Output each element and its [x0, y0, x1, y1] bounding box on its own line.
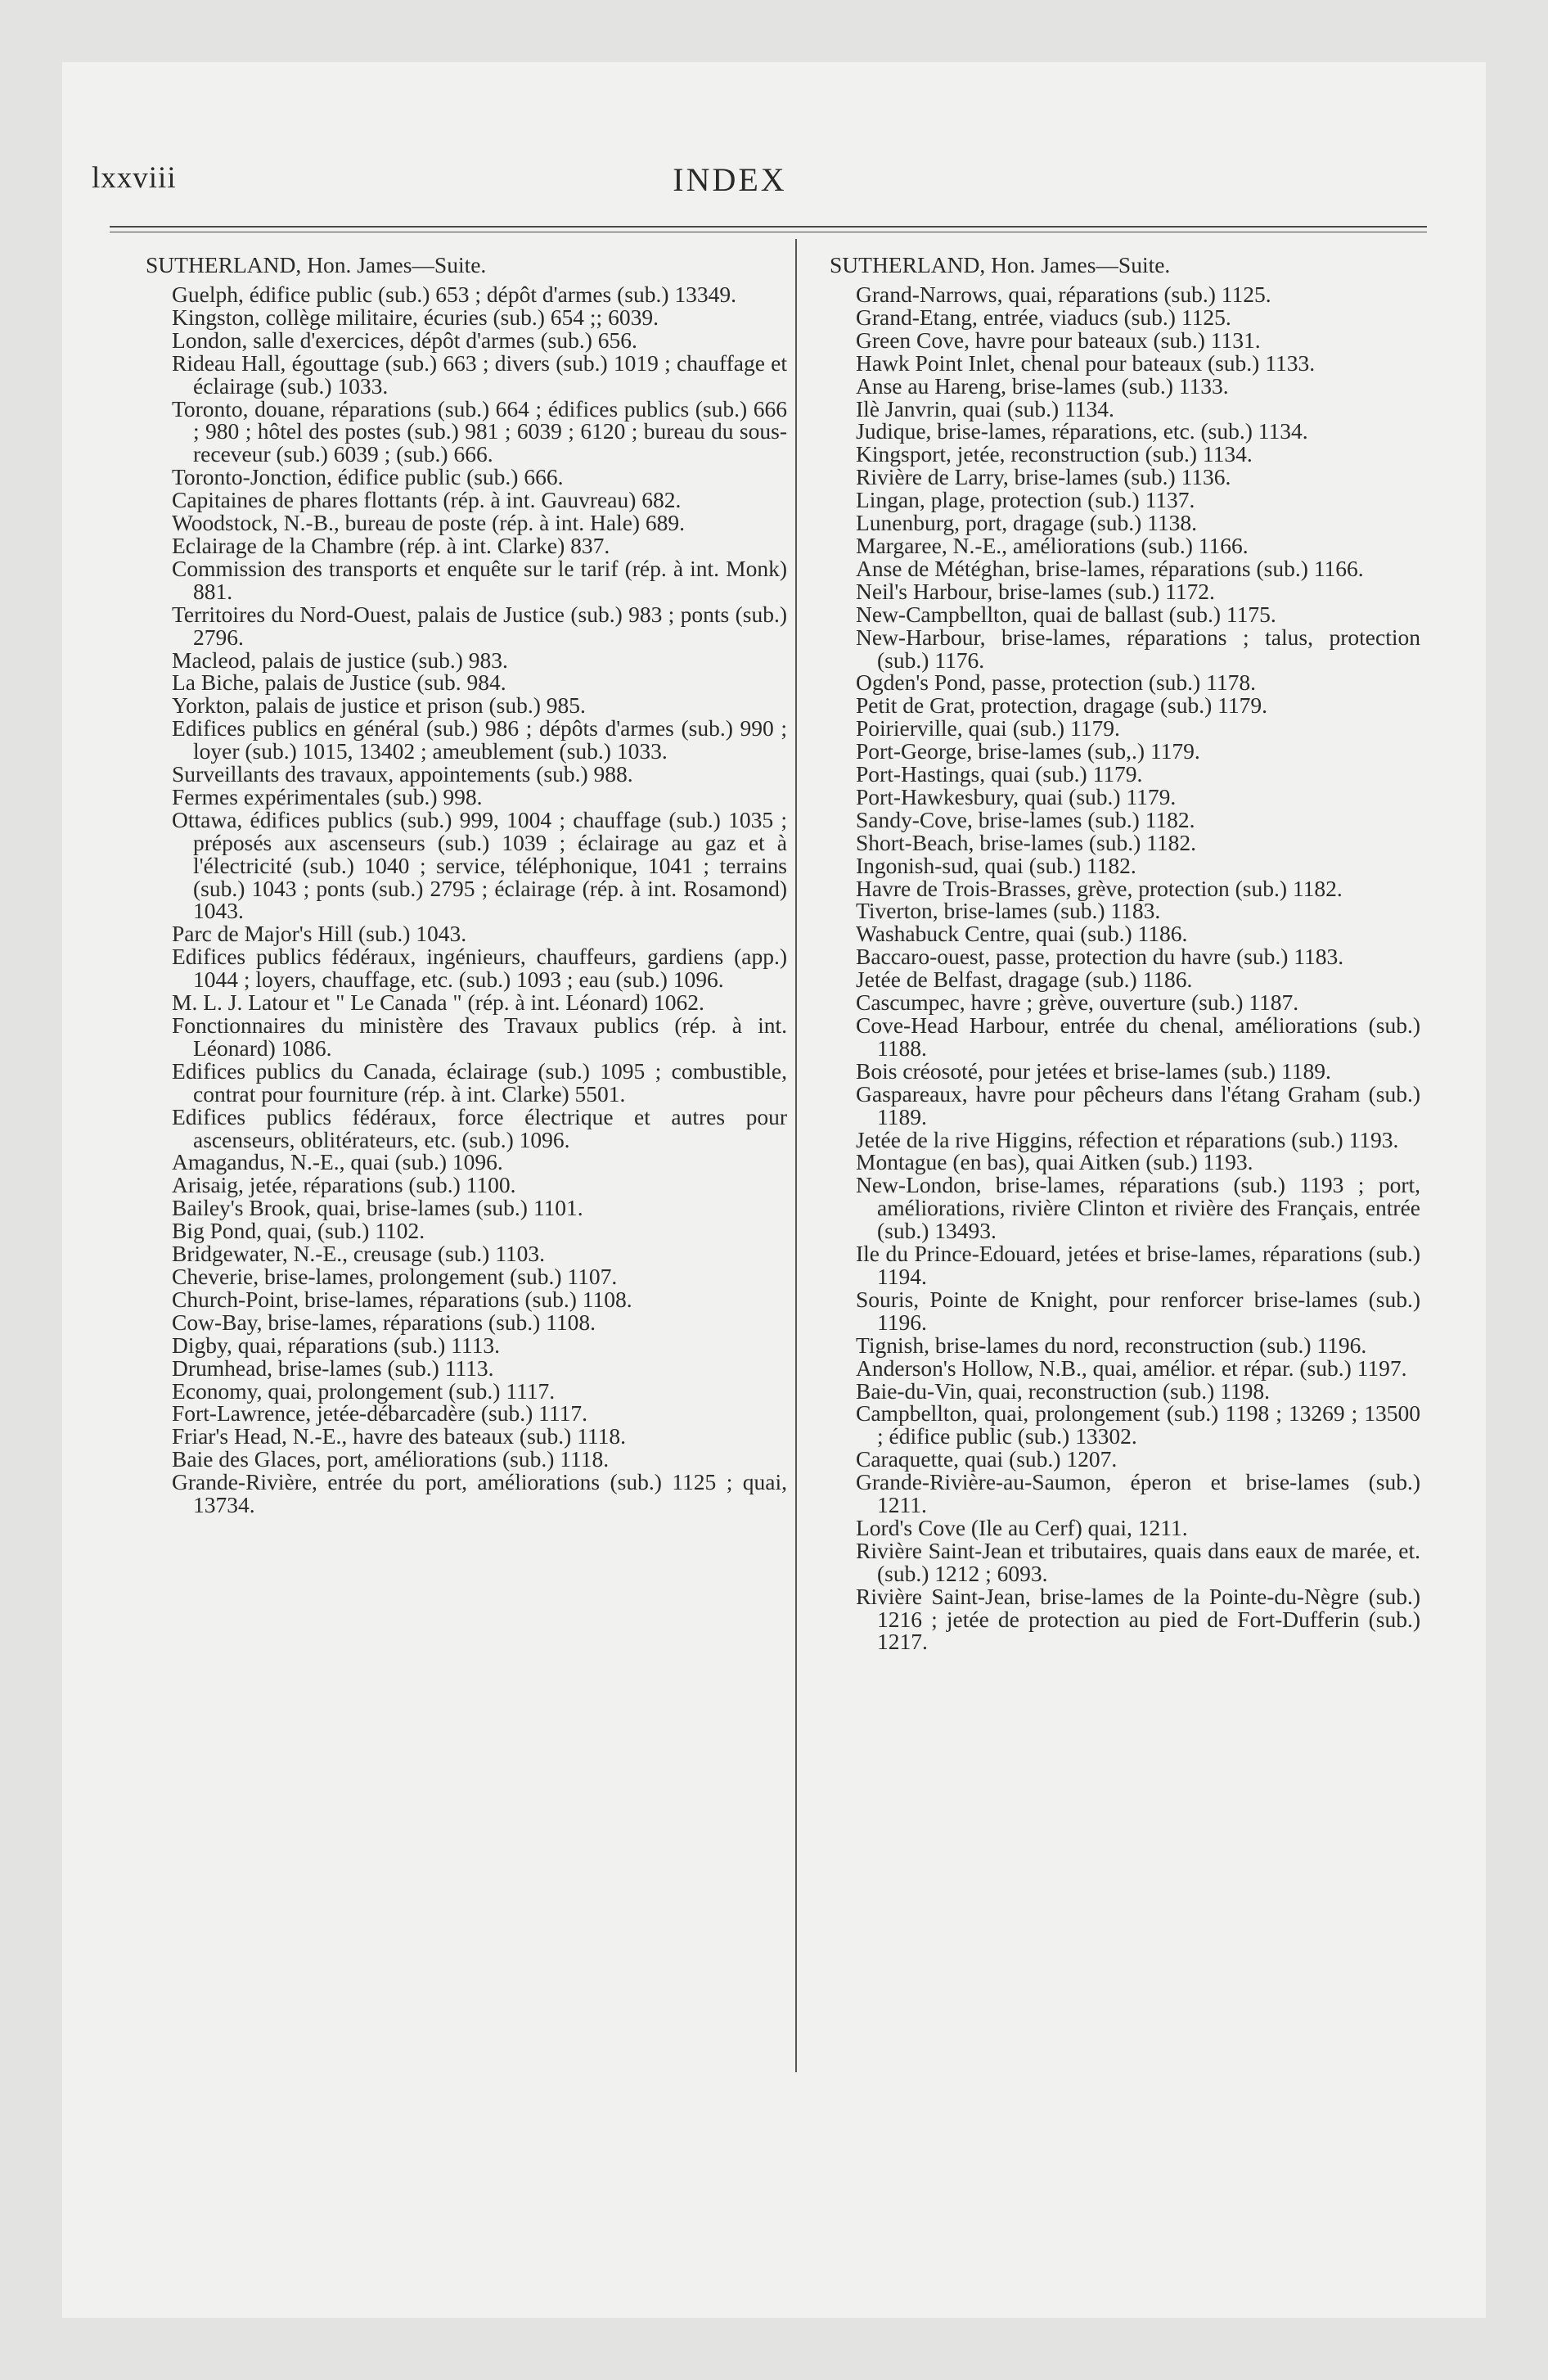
index-entry: Grand-Etang, entrée, viaducs (sub.) 1125. — [856, 304, 1231, 330]
index-entry: Caraquette, quai (sub.) 1207. — [856, 1446, 1118, 1472]
index-entry: Petit de Grat, protection, dragage (sub.) 1179. — [856, 692, 1268, 719]
index-entry: Hawk Point Inlet, chenal pour bateaux (sub.) 1133. — [856, 349, 1316, 376]
index-entry: Rivière Saint-Jean, brise-lames de la Pointe-du-Nègre (sub.) 1216 ; jetée de protection au pied de Fort-Dufferin (sub.) 1217. — [856, 1583, 1420, 1655]
index-entry: Grande-Rivière-au-Saumon, éperon et brise-lames (sub.) 1211. — [856, 1469, 1420, 1518]
header-rule — [110, 226, 1427, 228]
index-entry: Ile du Prince-Edouard, jetées et brise-lames, réparations (sub.) 1194. — [856, 1241, 1420, 1289]
index-entry: Rideau Hall, égouttage (sub.) 663 ; divers (sub.) 1019 ; chauffage et éclairage (sub.) 1033. — [172, 349, 787, 399]
index-entry: Toronto, douane, réparations (sub.) 664 ; édifices publics (sub.) 666 ; 980 ; hôtel des postes (sub.) 981 ; 6039 ; 6120 ; bureau du sous-receveur (sub.) 6039 ; (sub.) 666. — [172, 395, 787, 467]
index-entry: Surveillants des travaux, appointements (sub.) 988. — [172, 761, 633, 787]
index-entry: Yorkton, palais de justice et prison (sub.) 985. — [172, 692, 586, 719]
index-entry: Guelph, édifice public (sub.) 653 ; dépôt d'armes (sub.) 13349. — [172, 282, 737, 307]
index-entry: Port-George, brise-lames (sub,.) 1179. — [856, 738, 1200, 764]
index-entry: Church-Point, brise-lames, réparations (sub.) 1108. — [172, 1286, 632, 1312]
index-entry: Parc de Major's Hill (sub.) 1043. — [172, 921, 467, 947]
index-entry: Gaspareaux, havre pour pêcheurs dans l'étang Graham (sub.) 1189. — [856, 1080, 1420, 1129]
index-entry: Bailey's Brook, quai, brise-lames (sub.) 1101. — [172, 1195, 583, 1221]
index-entry: Economy, quai, prolongement (sub.) 1117. — [172, 1377, 556, 1404]
index-entry: Margaree, N.-E., améliorations (sub.) 1166. — [856, 532, 1249, 558]
page-header — [92, 160, 1368, 210]
index-entry: Short-Beach, brise-lames (sub.) 1182. — [856, 829, 1196, 855]
index-entry: Big Pond, quai, (sub.) 1102. — [172, 1218, 425, 1244]
index-entry: Washabuck Centre, quai (sub.) 1186. — [856, 921, 1188, 947]
index-entry: Edifices publics fédéraux, force électrique et autres pour ascenseurs, oblitérateurs, etc. (sub.) 1096. — [172, 1103, 787, 1152]
index-entry: Poirierville, quai (sub.) 1179. — [856, 715, 1120, 741]
index-entry: Port-Hastings, quai (sub.) 1179. — [856, 761, 1143, 787]
index-entry: Friar's Head, N.-E., havre des bateaux (sub.) 1118. — [172, 1423, 627, 1449]
index-entry: Bois créosoté, pour jetées et brise-lames (sub.) 1189. — [856, 1057, 1331, 1084]
column-divider — [795, 239, 797, 2072]
index-entry: Edifices publics fédéraux, ingénieurs, chauffeurs, gardiens (app.) 1044 ; loyers, chauffage, etc. (sub.) 1093 ; eau (sub.) 1096. — [172, 944, 787, 993]
index-entry: Souris, Pointe de Knight, pour renforcer brise-lames (sub.) 1196. — [856, 1286, 1420, 1335]
index-entry: Lord's Cove (Ile au Cerf) quai, 1211. — [856, 1514, 1188, 1540]
index-entry: Toronto-Jonction, édifice public (sub.) 666. — [172, 464, 564, 490]
index-entry: La Biche, palais de Justice (sub. 984. — [172, 669, 506, 696]
index-entry: Anderson's Hollow, N.B., quai, amélior. et répar. (sub.) 1197. — [856, 1355, 1407, 1381]
index-entry: Rivière de Larry, brise-lames (sub.) 1136. — [856, 464, 1231, 490]
index-entry: Havre de Trois-Brasses, grève, protection (sub.) 1182. — [856, 875, 1343, 901]
running-title: INDEX — [673, 161, 787, 198]
index-entry: Anse de Météghan, brise-lames, réparations (sub.) 1166. — [856, 555, 1364, 581]
index-entry: Cascumpec, havre ; grève, ouverture (sub.) 1187. — [856, 989, 1299, 1016]
index-entry: Lunenburg, port, dragage (sub.) 1138. — [856, 510, 1197, 536]
index-entry: Rivière Saint-Jean et tributaires, quais dans eaux de marée, et. (sub.) 1212 ; 6093. — [856, 1537, 1420, 1586]
index-entry: Baie des Glaces, port, améliorations (sub.) 1118. — [172, 1446, 610, 1472]
index-entry: Edifices publics en général (sub.) 986 ; dépôts d'armes (sub.) 990 ; loyer (sub.) 1015, 13402 ; ameublement (sub.) 1033. — [172, 715, 787, 764]
index-page — [62, 62, 1486, 2318]
index-entry: Bridgewater, N.-E., creusage (sub.) 1103. — [172, 1241, 546, 1267]
index-entry: Cow-Bay, brise-lames, réparations (sub.) 1108. — [172, 1309, 596, 1335]
index-entry: Tiverton, brise-lames (sub.) 1183. — [856, 898, 1161, 924]
index-entry: Judique, brise-lames, réparations, etc. (sub.) 1134. — [856, 418, 1308, 444]
index-entry: M. L. J. Latour et " Le Canada " (rép. à int. Léonard) 1062. — [172, 989, 704, 1016]
index-entry: Lingan, plage, protection (sub.) 1137. — [856, 487, 1195, 513]
index-entry: Jetée de la rive Higgins, réfection et réparations (sub.) 1193. — [856, 1126, 1399, 1152]
index-entry: Baccaro-ouest, passe, protection du havre (sub.) 1183. — [856, 944, 1344, 970]
index-entry: Jetée de Belfast, dragage (sub.) 1186. — [856, 967, 1193, 993]
index-entry: Cheverie, brise-lames, prolongement (sub.) 1107. — [172, 1263, 618, 1289]
index-entry: Eclairage de la Chambre (rép. à int. Clarke) 837. — [172, 532, 610, 558]
index-entry: Neil's Harbour, brise-lames (sub.) 1172. — [856, 578, 1215, 604]
index-entry: Ilè Janvrin, quai (sub.) 1134. — [856, 395, 1114, 421]
index-entry: Green Cove, havre pour bateaux (sub.) 1131. — [856, 327, 1261, 353]
index-entry: New-London, brise-lames, réparations (sub.) 1193 ; port, améliorations, rivière Clinton et rivière des Français, entrée (sub.) 13493. — [856, 1172, 1420, 1244]
index-entry: Fonctionnaires du ministère des Travaux publics (rép. à int. Léonard) 1086. — [172, 1012, 787, 1061]
right-column — [830, 252, 1420, 1655]
index-entry: Arisaig, jetée, réparations (sub.) 1100. — [172, 1172, 516, 1198]
index-entry: Ingonish-sud, quai (sub.) 1182. — [856, 852, 1136, 878]
index-entry: Kingsport, jetée, reconstruction (sub.) 1134. — [856, 441, 1253, 467]
index-entry: London, salle d'exercices, dépôt d'armes (sub.) 656. — [172, 327, 637, 353]
index-entry: Drumhead, brise-lames (sub.) 1113. — [172, 1355, 494, 1381]
index-entry: Kingston, collège militaire, écuries (sub.) 654 ;; 6039. — [172, 304, 659, 330]
index-entry: Baie-du-Vin, quai, reconstruction (sub.) 1198. — [856, 1377, 1270, 1404]
index-entry: Macleod, palais de justice (sub.) 983. — [172, 647, 508, 673]
index-entry: Fort-Lawrence, jetée-débarcadère (sub.) 1117. — [172, 1400, 587, 1427]
index-entry: Woodstock, N.-B., bureau de poste (rép. à int. Hale) 689. — [172, 510, 686, 536]
index-entry: Grand-Narrows, quai, réparations (sub.) 1125. — [856, 282, 1271, 307]
index-entry: Anse au Hareng, brise-lames (sub.) 1133. — [856, 372, 1229, 399]
index-entry: Ottawa, édifices publics (sub.) 999, 1004 ; chauffage (sub.) 1035 ; préposés aux ascenseurs (sub.) 1039 ; éclairage au gaz et à l'électricité (sub.) 1040 ; service, téléphonique, 1041 ; terrains (sub.) 1043 ; ponts (sub.) 2795 ; éclairage (rép. à int. Rosamond) 1043. — [172, 806, 787, 924]
column-heading: SUTHERLAND, Hon. James—Suite. — [830, 252, 1171, 277]
index-entry: Tignish, brise-lames du nord, reconstruction (sub.) 1196. — [856, 1332, 1367, 1358]
index-entry: Territoires du Nord-Ouest, palais de Justice (sub.) 983 ; ponts (sub.) 2796. — [172, 601, 787, 650]
index-entry: Montague (en bas), quai Aitken (sub.) 1193. — [856, 1149, 1253, 1175]
index-entry: New-Harbour, brise-lames, réparations ; talus, protection (sub.) 1176. — [856, 624, 1420, 673]
column-heading: SUTHERLAND, Hon. James—Suite. — [146, 252, 487, 277]
index-entry: New-Campbellton, quai de ballast (sub.) 1175. — [856, 601, 1276, 627]
index-entry: Ogden's Pond, passe, protection (sub.) 1178. — [856, 669, 1256, 696]
index-entry: Fermes expérimentales (sub.) 998. — [172, 783, 483, 809]
index-entry: Grande-Rivière, entrée du port, améliorations (sub.) 1125 ; quai, 13734. — [172, 1469, 787, 1518]
index-entry: Cove-Head Harbour, entrée du chenal, améliorations (sub.) 1188. — [856, 1012, 1420, 1061]
left-column — [146, 252, 787, 1518]
index-entry: Campbellton, quai, prolongement (sub.) 1198 ; 13269 ; 13500 ; édifice public (sub.) 13302. — [856, 1400, 1420, 1449]
index-entry: Amagandus, N.-E., quai (sub.) 1096. — [172, 1149, 503, 1175]
index-entry: Sandy-Cove, brise-lames (sub.) 1182. — [856, 806, 1195, 832]
index-entry: Edifices publics du Canada, éclairage (sub.) 1095 ; combustible, contrat pour fourniture (rép. à int. Clarke) 5501. — [172, 1057, 787, 1107]
index-entry: Capitaines de phares flottants (rép. à int. Gauvreau) 682. — [172, 487, 682, 513]
page-number: lxxviii — [92, 161, 177, 195]
index-entry: Commission des transports et enquête sur le tarif (rép. à int. Monk) 881. — [172, 555, 787, 604]
index-entry: Port-Hawkesbury, quai (sub.) 1179. — [856, 783, 1177, 809]
index-entry: Digby, quai, réparations (sub.) 1113. — [172, 1332, 500, 1358]
